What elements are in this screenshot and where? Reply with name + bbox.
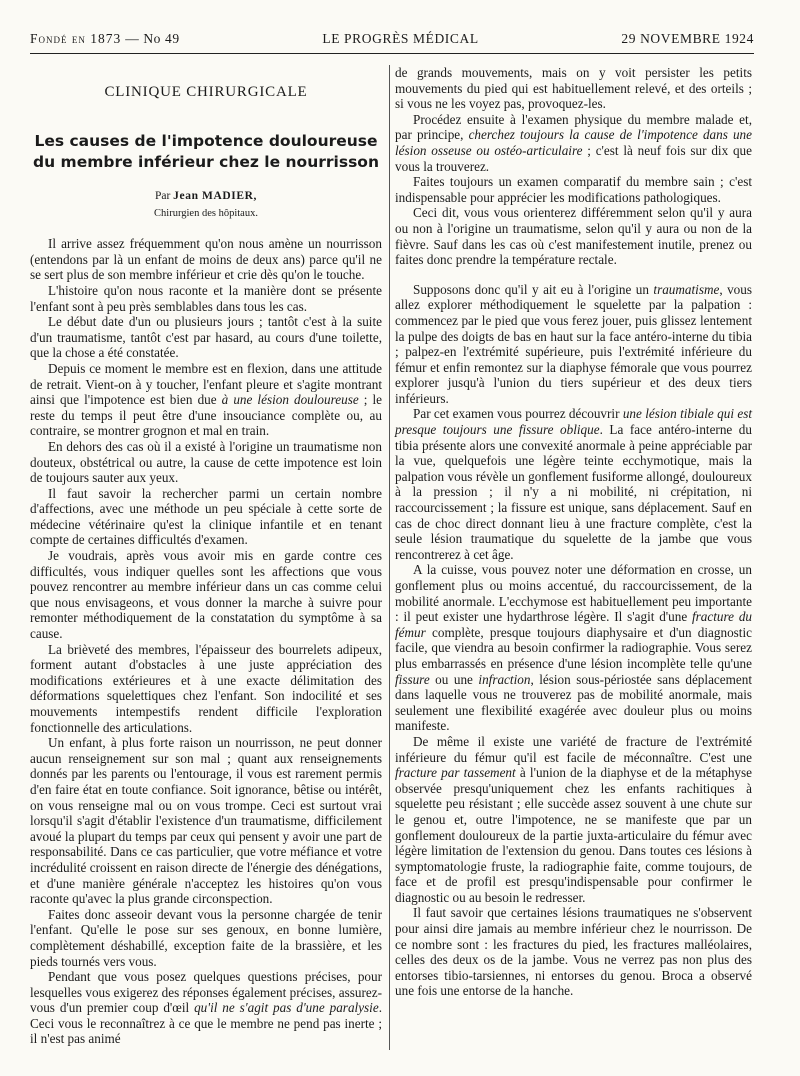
paragraph (30, 642, 382, 736)
paragraph (30, 439, 382, 486)
text-run: Je voudrais, après vous avoir mis en garde contre ces difficultés, vous indiquer quelles sont les affections que vous pouvez rencontrer au membre inférieur dans un cas comme celui que nous envisageons, et vous donner la marche à suivre pour remonter méthodiquement de la constatation du symptôme à sa cause. (30, 548, 382, 642)
paragraph (30, 907, 382, 969)
article-title (30, 131, 382, 173)
paragraph (395, 205, 752, 267)
text-run: Il faut savoir la rechercher parmi un certain nombre d'affections, avec une méthode un peu spéciale à cette sorte de médecine vétérinaire qu'est la clinique infantile et en tenant compte de certaines difficultés d'examen. (30, 485, 382, 548)
emphasis-run: infraction (478, 671, 531, 687)
issue-number: — No 49 (125, 31, 180, 46)
text-run: . La face antéro-interne du tibia présente alors une convexité anormale à peine appréciable par la vue, quelquefois une légère teinte ecchymotique, mais la palpation vous révèle un gonflement fusiforme allongé, douloureux à la pression ; il n'y a ni mobilité, ni crépitation, ni raccourcissement ; la fissure est unique, sans déplacement. Sauf en cas de choc direct donnant lieu à une fracture complète, c'est la seule lésion traumatique du squelette de la jambe que vous rencontrerez à cet âge. (395, 422, 752, 562)
column-divider (389, 65, 390, 1050)
paragraph (395, 65, 752, 112)
emphasis-run: traumatisme (653, 281, 720, 297)
text-run: Faites toujours un examen comparatif du membre sain ; c'est indispensable pour apprécier les modifications pathologiques. (395, 174, 752, 205)
paragraph (395, 734, 752, 906)
emphasis-run: fracture du fémur (395, 609, 753, 640)
right-column (395, 65, 752, 999)
author-name: Jean MADIER, (173, 189, 258, 202)
text-run: Ceci dit, vous vous orienterez différemment selon qu'il y aura ou non à l'origine un traumatisme, selon qu'il y aura ou non de la fièvre. Sauf dans les cas où c'est manifestement inutile, prenez ou faites donc prendre la température rectale. (395, 205, 752, 268)
text-run: ; c'est là neuf fois sur dix que vous la trouverez. (395, 142, 752, 174)
text-run: La brièveté des membres, l'épaisseur des bourrelets adipeux, forment autant d'obstacles à une juste appréciation des modifications extérieures et à une exacte délimitation des déformations squelettiques chez l'enfant. Son indocilité et ses mouvements intempestifs rendent difficile l'exploration fonctionnelle des articulations. (30, 641, 382, 735)
article-title-line-2: du membre inférieur chez le nourrisson (33, 152, 379, 171)
emphasis-run: qu'il ne s'agit pas d'une paralysie (194, 1000, 379, 1016)
text-run: , lésion sous-périostée sans déplacement dans laquelle vous ne trouverez pas de mobilité anormale, mais seulement une flexibilité exagérée avec douleur plus ou moins manifeste. (395, 671, 752, 734)
text-run: Supposons donc qu'il y ait eu à l'origine un (413, 281, 654, 297)
emphasis-run: fissure (395, 671, 430, 687)
text-run: Par cet examen vous pourrez découvrir (413, 406, 623, 422)
article-title-line-1: Les causes de l'impotence douloureuse (34, 131, 378, 150)
issue-date: 29 NOVEMBRE 1924 (621, 31, 754, 46)
text-run: Faites donc asseoir devant vous la personne chargée de tenir l'enfant. Qu'elle le pose sur ses genoux, en bonne lumière, complètement déshabillé, exception faite de la brassière, et les pieds tournés vers vous. (30, 906, 382, 969)
section-heading: CLINIQUE CHIRURGICALE (104, 84, 308, 100)
text-run: Il faut savoir que certaines lésions traumatiques ne s'observent pour ainsi dire jamais au membre inférieur chez le nourrisson. De ce nombre sont : les fractures du pied, les fractures malléolaires, celles des deux os de la jambe. Vous ne verrez pas non plus des entorses tibio-tarsiennes, ni entorses du genou. Broca a observé une fois une entorse de la hanche. (395, 905, 752, 999)
left-column (30, 65, 382, 1047)
left-body-text (30, 236, 382, 1047)
text-run: , vous allez explorer méthodiquement le squelette par la palpation : commencez par le pied que vous ferez jouer, puis glissez lentement la pulpe des doigts de bas en haut sur la face antéro-interne du tibia ; palpez-en l'extrémité supérieure, puis l'extrémité inférieure du fémur et enfin remontez sur la diaphyse fémorale que vous pourrez explorer jusqu'à l'union du tiers supérieur et des deux tiers inférieurs. (395, 281, 753, 406)
byline (30, 189, 382, 204)
text-run: De même il existe une variété de fracture de l'extrémité inférieure du fémur qu'il est facile de méconnaître. C'est une (395, 733, 752, 765)
paragraph (30, 969, 382, 1047)
text-run: de grands mouvements, mais on y voit persister les petits mouvements du pied qui est habituellement relevé, et des orteils ; si vous ne les voyez pas, provoquez-les. (395, 65, 752, 112)
paragraph (395, 562, 752, 734)
paragraph (395, 905, 752, 999)
paragraph (395, 282, 752, 407)
text-run: L'histoire qu'on nous raconte et la manière dont se présente l'enfant sont à peu près semblables dans tous les cas. (30, 282, 382, 314)
byline-prefix: Par (154, 189, 171, 202)
paragraph (395, 406, 752, 562)
header-rule (30, 53, 754, 54)
text-run: Depuis ce moment le membre est en flexion, dans une attitude de retrait. Vient-on à y toucher, l'enfant pleure et s'agite montrant ainsi que l'impotence est bien due (30, 360, 382, 408)
text-run: complète, presque toujours diaphysaire et d'un diagnostic facile, que viendra au besoin confirmer la radiographie. Vous serez plus embarrassés en présence d'une lésion incomplète telle qu'une (395, 624, 752, 671)
journal-name: LE PROGRÈS MÉDICAL (322, 31, 479, 46)
paragraph (395, 112, 752, 174)
text-run: Il arrive assez fréquemment qu'on nous amène un nourrisson (entendons par là un enfant de moins de deux ans) parce qu'il ne se sert plus de son membre inférieur et crie dès qu'on le touche. (30, 236, 382, 283)
paragraph (30, 486, 382, 548)
text-run: Pendant que vous posez quelques questions précises, pour lesquelles vous exigerez des réponses également précises, assurez-vous d'un premier coup d'œil (30, 969, 382, 1016)
emphasis-run: une lésion tibiale qui est presque toujours une fissure oblique (395, 406, 752, 438)
header-founding (30, 31, 180, 47)
right-body-text (395, 65, 752, 999)
paragraph (30, 314, 382, 361)
paragraph (30, 236, 382, 283)
text-run: Un enfant, à plus forte raison un nourrisson, ne peut donner aucun renseignement sur son mal ; quant aux renseignements donnés par les parents ou l'entourage, il vous est rarement permis d'en faire état en toute confiance. Soit ignorance, bêtise ou intérêt, on vous renseigne mal ou on vous trompe. Ceci est surtout vrai lorsqu'il s'agit d'établir l'existence d'un traumatisme, difficilement avoué la plupart du temps par ceux qui pensent y avoir une part de responsabilité. Dans ce cas particulier, que votre méfiance et votre incrédulité croissent en raison directe de l'énergie des dénégations, et d'une manière générale n'acceptez les histoires qu'on vous raconte qu'avec la plus grande circonspection. (30, 735, 382, 907)
text-run: Procédez ensuite à l'examen physique du membre malade et, par principe, (395, 111, 752, 143)
paragraph (395, 174, 752, 205)
paragraph (30, 548, 382, 642)
founding-text: Fondé en 1873 (30, 31, 122, 46)
paragraph (30, 283, 382, 314)
running-header (30, 31, 754, 49)
text-run: à l'union de la diaphyse et de la métaphyse observée presqu'uniquement chez les enfants rachitiques à squelette peu résistant ; elle succède assez souvent à une chute sur le genou et, outre l'impotence, ne se manifeste que par un gonflement douloureux de la partie juxta-articulaire du fémur avec légère limitation de l'extension du genou. Dans toutes ces lésions à symptomatologie fruste, la radiographie faite, comme toujours, de face et de profil est presqu'indispensable pour confirmer le diagnostic ou au besoin le redresser. (395, 765, 753, 905)
text-run: ou une (429, 671, 479, 687)
text-run: ; le reste du temps il peut être d'une insouciance complète ou, au contraire, se montrer grognon et mal en train. (30, 392, 383, 439)
paragraph (30, 735, 382, 907)
paragraph (30, 361, 382, 439)
author-affiliation: Chirurgien des hôpitaux. (154, 207, 258, 219)
text-run: A la cuisse, vous pouvez noter une déformation en crosse, un gonflement plus ou moins accentué, du raccourcissement, de la mobilité anormale. L'ecchymose est habituellement peu importante : il peut exister une hydarthrose légère. Il s'agit d'une (395, 562, 752, 625)
text-run: En dehors des cas où il a existé à l'origine un traumatisme non douteux, obstétrical ou autre, la cause de cette impotence est loin de toujours sauter aux yeux. (30, 438, 382, 486)
emphasis-run: à une lésion douloureuse (221, 392, 359, 408)
text-run: . Ceci vous le reconnaîtrez à ce que le membre ne pend pas inerte ; il n'est pas animé (30, 1000, 382, 1047)
text-run: Le début date d'un ou plusieurs jours ; tantôt c'est à la suite d'un traumatisme, tantôt c'est par hasard, au cours d'une toilette, que la chose a été constatée. (30, 314, 382, 361)
emphasis-run: fracture par tassement (395, 765, 516, 781)
emphasis-run: cherchez toujours la cause de l'impotence dans une lésion osseuse ou ostéo-articulaire (395, 127, 753, 158)
